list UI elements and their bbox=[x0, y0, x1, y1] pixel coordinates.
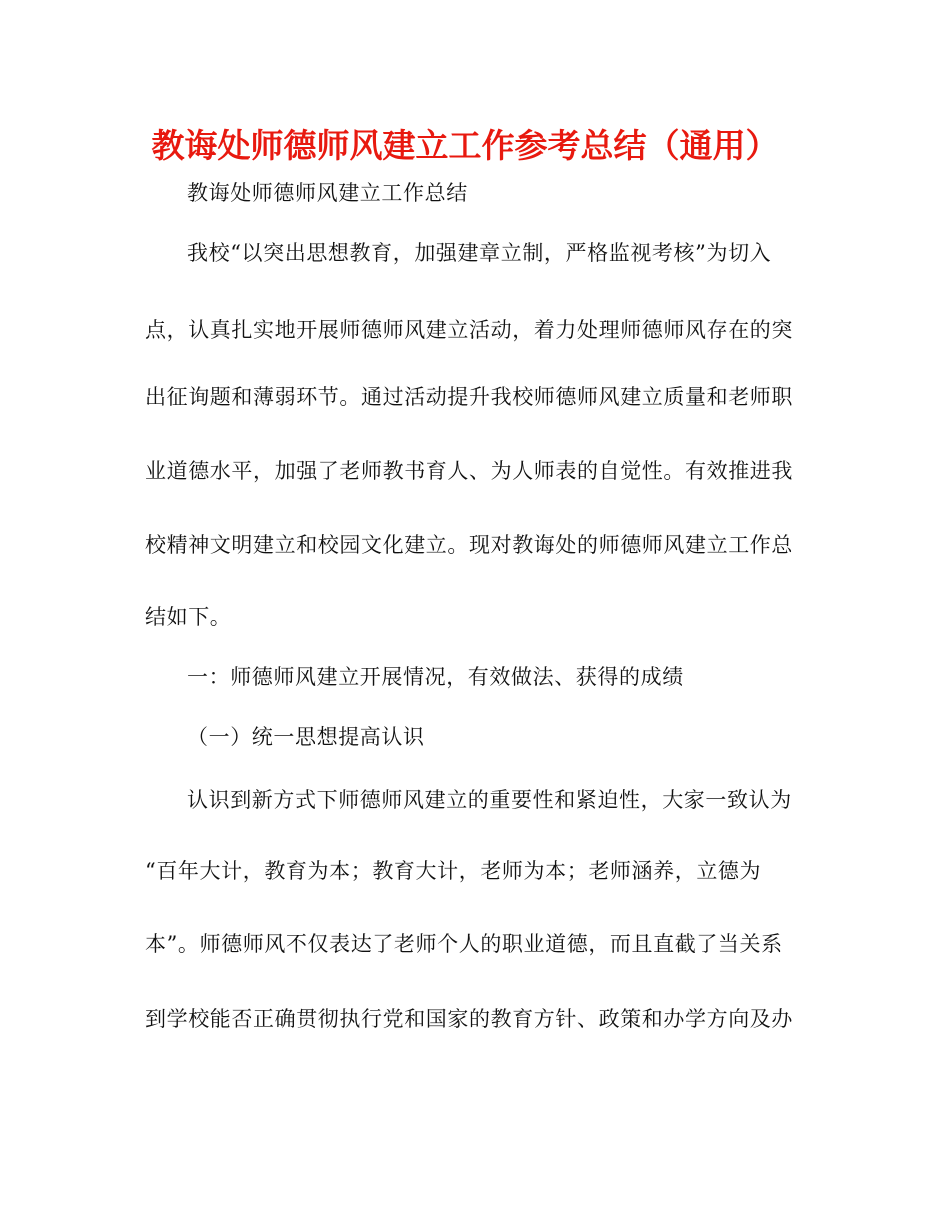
document-title: 教诲处师德师风建立工作参考总结（通用） bbox=[151, 126, 779, 165]
paragraph-line: 结如下。 bbox=[145, 605, 232, 629]
paragraph-line: 本”。师德师风不仅表达了老师个人的职业道德，而且直截了当关系 bbox=[145, 932, 783, 956]
section-heading: 一：师德师风建立开展情况，有效做法、获得的成绩 bbox=[187, 665, 684, 689]
document-subtitle: 教诲处师德师风建立工作总结 bbox=[187, 181, 468, 205]
subsection-heading: （一）统一思想提高认识 bbox=[187, 725, 425, 749]
paragraph-line: 认识到新方式下师德师风建立的重要性和紧迫性，大家一致认为 bbox=[187, 788, 792, 812]
paragraph-line: 校精神文明建立和校园文化建立。现对教诲处的师德师风建立工作总 bbox=[145, 533, 793, 557]
paragraph-line: 到学校能否正确贯彻执行党和国家的教育方针、政策和办学方向及办 bbox=[145, 1007, 793, 1031]
paragraph-line: “百年大计，教育为本；教育大计，老师为本；老师涵养，立德为 bbox=[145, 859, 762, 883]
paragraph-line: 出征询题和薄弱环节。通过活动提升我校师德师风建立质量和老师职 bbox=[145, 385, 793, 409]
paragraph-line: 业道德水平，加强了老师教书育人、为人师表的自觉性。有效推进我 bbox=[145, 459, 793, 483]
paragraph-line: 我校“以突出思想教育，加强建章立制，严格监视考核”为切入 bbox=[187, 241, 772, 265]
paragraph-line: 点，认真扎实地开展师德师风建立活动，着力处理师德师风存在的突 bbox=[145, 318, 793, 342]
